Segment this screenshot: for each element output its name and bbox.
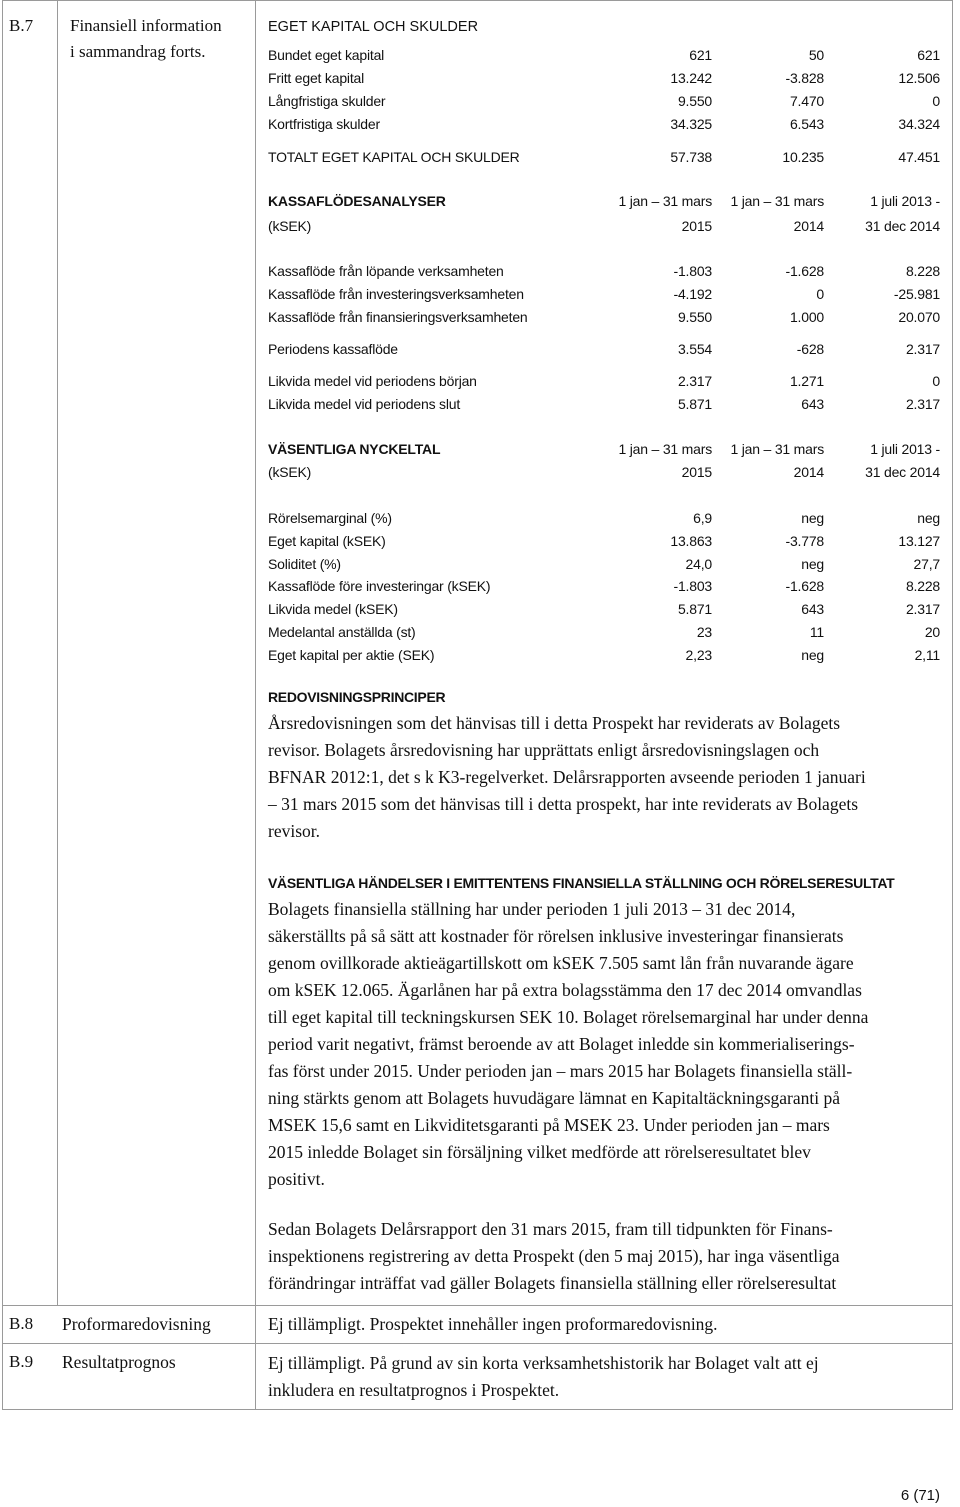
text-line: revisor. Bolagets årsredovisning har upprättats enligt årsredovisningslagen och [268,740,820,760]
value-col2: -1.628 [785,578,824,594]
value-col1: 24,0 [685,556,712,572]
value-col3: 2.317 [905,396,940,412]
cashflow-row [268,370,940,392]
balance-row [268,44,940,66]
section-number-b7: B.7 [9,16,34,35]
col1-header: 2015 [681,464,712,480]
value-col2: 7.470 [789,93,824,109]
value-col1: 34.325 [670,116,712,132]
value-col2: 0 [816,286,824,302]
value-col3: 0 [932,93,940,109]
row-label: Kassaflöde från investeringsverksamheten [268,286,524,302]
value-col3: 12.506 [898,70,940,86]
col2-header: 2014 [793,464,824,480]
text-line: inspektionens registrering av detta Prospekt (den 5 maj 2015), har inga väsentliga [268,1246,840,1266]
col2-header: 1 jan – 31 mars [730,193,824,209]
value-col2: 643 [801,601,824,617]
value-col3: 34.324 [898,116,940,132]
text-line: om kSEK 12.065. Ägarlånen har på extra bolagsstämma den 17 dec 2014 omvandlas [268,980,862,1000]
section-text-b8: Ej tillämpligt. Prospektet innehåller ingen proformaredovisning. [268,1314,718,1334]
value-col3: 2.317 [905,341,940,357]
keyratios-subheader-row [268,461,940,483]
events-heading: VÄSENTLIGA HÄNDELSER I EMITTENTENS FINANSIELLA STÄLLNING OCH RÖRELSERESULTAT [268,875,895,891]
balance-row [268,113,940,135]
balance-total-row [268,146,940,168]
value-col1: 57.738 [670,149,712,165]
row-label: Kassaflöde från löpande verksamheten [268,263,504,279]
text-line: fas först under 2015. Under perioden jan – mars 2015 har Bolagets finansiella ställ- [268,1061,853,1081]
text-line: positivt. [268,1169,325,1189]
col3-header: 31 dec 2014 [865,218,940,234]
value-col3: 47.451 [898,149,940,165]
cashflow-row [268,260,940,282]
value-col3: 2,11 [914,647,940,663]
text-line: BFNAR 2012:1, det s k K3-regelverket. Delårsrapporten avseende perioden 1 januari [268,767,866,787]
text-line: Sedan Bolagets Delårsrapport den 31 mars 2015, fram till tidpunkten för Finans- [268,1219,833,1239]
keyratio-row [268,644,940,666]
row-label: Långfristiga skulder [268,93,386,109]
value-col2: neg [801,556,824,572]
value-col2: 1.000 [789,309,824,325]
value-col2: 1.271 [789,373,824,389]
row-divider-b9 [2,1343,953,1344]
value-col1: 13.863 [670,533,712,549]
row-label: Likvida medel vid periodens början [268,373,477,389]
keyratio-row [268,530,940,552]
value-col3: 8.228 [905,578,940,594]
value-col3: 2.317 [905,601,940,617]
col1-header: 2015 [681,218,712,234]
events-paragraph [268,896,948,1193]
text-line: revisor. [268,821,321,841]
unit-label: (kSEK) [268,218,312,234]
text-line: Bolagets finansiella ställning har under perioden 1 juli 2013 – 31 dec 2014, [268,899,796,919]
value-col2: neg [801,510,824,526]
cashflow-heading: KASSAFLÖDESANALYSER [268,193,446,209]
value-col3: -25.981 [893,286,940,302]
value-col1: 23 [696,624,712,640]
row-label: Fritt eget kapital [268,70,364,86]
keyratios-header-row [268,438,940,460]
row-label: Likvida medel (kSEK) [268,601,398,617]
row-label: TOTALT EGET KAPITAL OCH SKULDER [268,149,520,165]
row-label: Soliditet (%) [268,556,341,572]
keyratios-heading: VÄSENTLIGA NYCKELTAL [268,441,441,457]
keyratio-row [268,575,940,597]
value-col1: 5.871 [677,601,712,617]
value-col2: 643 [801,396,824,412]
value-col1: 6,9 [693,510,712,526]
text-line: genom ovillkorade aktieägartillskott om kSEK 7.505 samt lån från nuvarande ägare [268,953,854,973]
section-title-b7 [70,13,222,65]
value-col3: neg [917,510,940,526]
frame-left [2,0,3,1410]
text-line: Ej tillämpligt. På grund av sin korta verksamhetshistorik har Bolaget valt att ej [268,1353,819,1373]
col-divider-b8 [255,1305,256,1410]
col3-header: 31 dec 2014 [865,464,940,480]
text-line: inkludera en resultatprognos i Prospektet. [268,1380,560,1400]
section-number-b8: B.8 [9,1314,34,1333]
value-col1: -1.803 [673,263,712,279]
keyratio-row [268,598,940,620]
frame-bottom [2,1409,953,1410]
section-title-b8: Proformaredovisning [62,1314,211,1334]
balance-row [268,67,940,89]
text-line: till eget kapital till teckningskursen SEK 10. Bolaget rörelsemarginal har under denna [268,1007,869,1027]
cashflow-subheader-row [268,215,940,237]
cashflow-row [268,306,940,328]
row-label: Medelantal anställda (st) [268,624,416,640]
value-col1: 621 [689,47,712,63]
value-col2: -628 [796,341,824,357]
col-divider-b7-main [255,0,256,1305]
row-label: Kassaflöde från finansieringsverksamheten [268,309,528,325]
col1-header: 1 jan – 31 mars [618,441,712,457]
section-text-b9 [268,1350,819,1404]
value-col3: 621 [917,47,940,63]
text-line: 2015 inledde Bolaget sin försäljning vilket medförde att rörelseresultatet blev [268,1142,811,1162]
value-col3: 27,7 [913,556,940,572]
value-col3: 0 [932,373,940,389]
unit-label: (kSEK) [268,464,312,480]
section-title-b7-line1: Finansiell information [70,16,222,35]
row-label: Kassaflöde före investeringar (kSEK) [268,578,491,594]
value-col2: -1.628 [785,263,824,279]
balance-row [268,90,940,112]
text-line: säkerställts på så sätt att kostnader för rörelsen inklusive investeringar finansierats [268,926,844,946]
value-col1: -4.192 [673,286,712,302]
col2-header: 2014 [793,218,824,234]
events-paragraph-2 [268,1216,948,1297]
value-col1: 9.550 [677,93,712,109]
section-number-b9: B.9 [9,1352,34,1371]
col2-header: 1 jan – 31 mars [730,441,824,457]
value-col3: 13.127 [898,533,940,549]
section-title-b7-line2: i sammandrag forts. [70,42,206,61]
keyratio-row [268,621,940,643]
frame-top [2,0,953,1]
section-title-b9: Resultatprognos [62,1352,176,1372]
col-divider-b7 [57,0,58,1305]
value-col1: 9.550 [677,309,712,325]
keyratio-row [268,507,940,529]
balance-heading: EGET KAPITAL OCH SKULDER [268,19,479,35]
row-label: Eget kapital (kSEK) [268,533,386,549]
value-col1: 13.242 [670,70,712,86]
value-col2: 10.235 [782,149,824,165]
col3-header: 1 juli 2013 - [870,441,940,457]
row-divider-b8 [2,1305,953,1306]
cashflow-header-row [268,190,940,212]
text-line: Årsredovisningen som det hänvisas till i detta Prospekt har reviderats av Bolagets [268,713,841,733]
text-line: period varit negativt, främst beroende av att Bolaget inledde sin kommerialiserings- [268,1034,855,1054]
value-col2: 6.543 [789,116,824,132]
value-col1: 2,23 [685,647,712,663]
value-col3: 8.228 [905,263,940,279]
value-col2: -3.828 [785,70,824,86]
cashflow-row [268,338,940,360]
frame-right [952,0,953,1410]
row-label: Eget kapital per aktie (SEK) [268,647,435,663]
value-col2: 50 [808,47,824,63]
cashflow-row [268,283,940,305]
row-label: Likvida medel vid periodens slut [268,396,461,412]
value-col3: 20 [924,624,940,640]
row-label: Rörelsemarginal (%) [268,510,392,526]
text-line: MSEK 15,6 samt en Likviditetsgaranti på MSEK 23. Under perioden jan – mars [268,1115,830,1135]
row-label: Kortfristiga skulder [268,116,380,132]
text-line: förändringar inträffat vad gäller Bolagets finansiella ställning eller rörelseresultat [268,1273,837,1293]
accounting-heading: REDOVISNINGSPRINCIPER [268,689,446,705]
col1-header: 1 jan – 31 mars [618,193,712,209]
keyratio-row [268,553,940,575]
text-line: ning stärkts genom att Bolagets huvudägare lämnat en Kapitaltäckningsgaranti på [268,1088,840,1108]
value-col2: 11 [809,624,824,640]
text-line: – 31 mars 2015 som det hänvisas till i detta prospekt, har inte reviderats av Bolagets [268,794,859,814]
value-col2: neg [801,647,824,663]
accounting-paragraph [268,710,948,845]
row-label: Periodens kassaflöde [268,341,398,357]
value-col1: 2.317 [677,373,712,389]
value-col1: 3.554 [677,341,712,357]
value-col1: -1.803 [673,578,712,594]
value-col2: -3.778 [785,533,824,549]
cashflow-row [268,393,940,415]
page-number: 6 (71) [900,1487,940,1504]
row-label: Bundet eget kapital [268,47,385,63]
value-col3: 20.070 [898,309,940,325]
value-col1: 5.871 [677,396,712,412]
col3-header: 1 juli 2013 - [870,193,940,209]
